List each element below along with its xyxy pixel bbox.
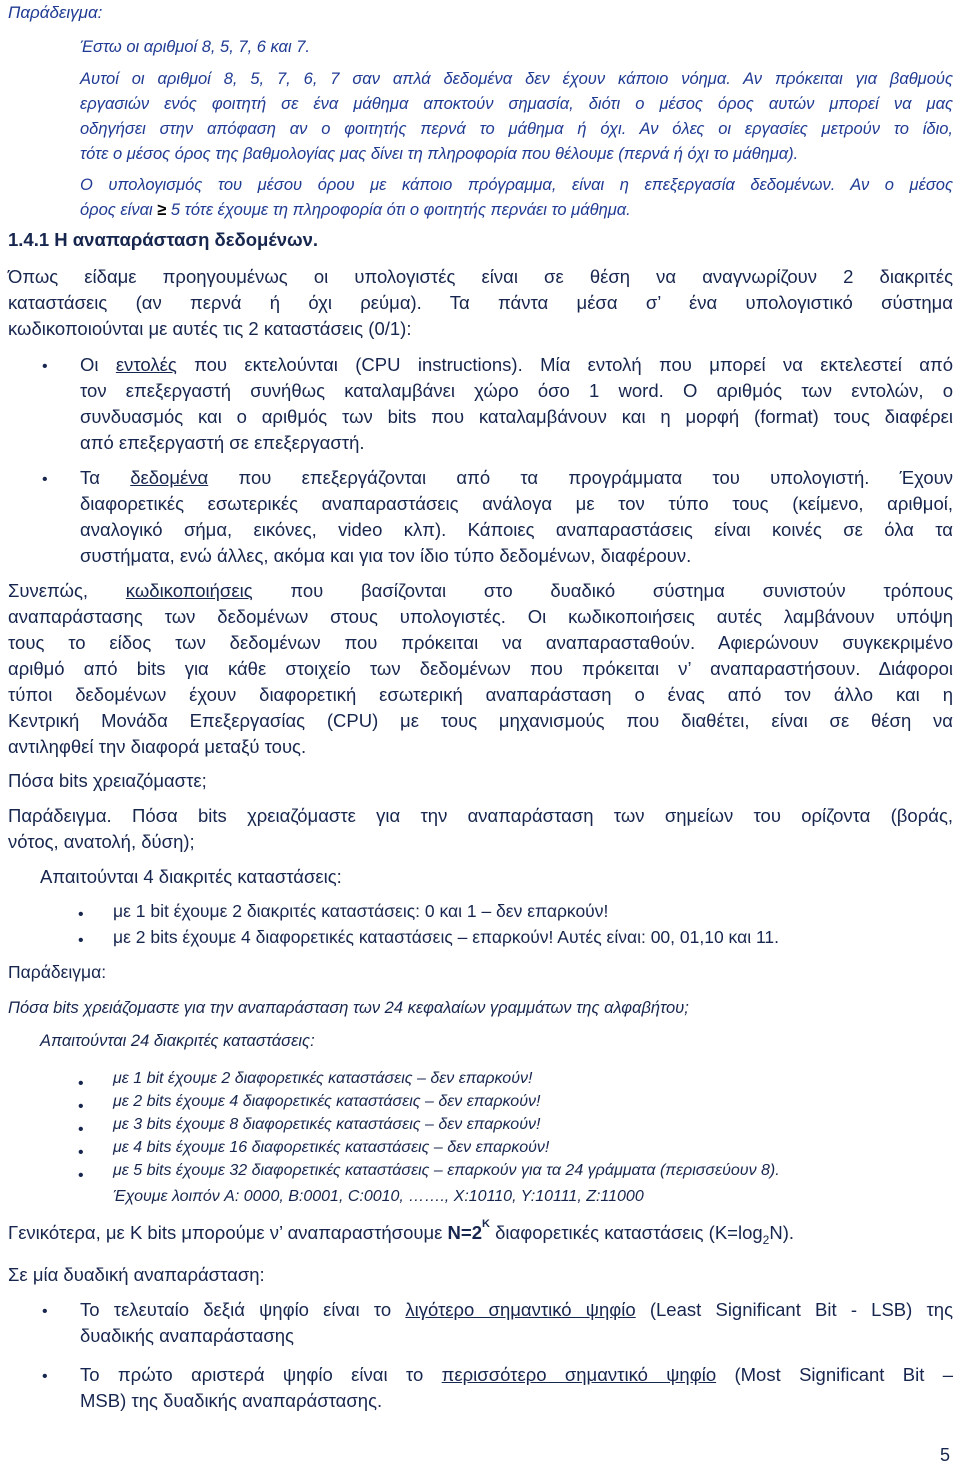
bullet-dot: • (42, 358, 48, 375)
ex3-item: Έχουμε λοιπόν A: 0000, B:0001, C:0010, ……., X:10110, Y:10111, Z:11000 (113, 1188, 644, 1205)
conclusion-pre: Συνεπώς, (8, 580, 89, 601)
bullet2-pre: Τα (80, 467, 100, 488)
lsb-term: λιγότερο σημαντικό ψηφίο (405, 1299, 636, 1320)
conclusion-line (8, 578, 953, 604)
log-base: 2 (762, 1233, 770, 1247)
bullet-dot: • (78, 906, 84, 923)
conclusion-post: που βασίζονται στο δυαδικό σύστημα συνιστούν τρόπους (290, 580, 954, 601)
ex3-label: Παράδειγμα: (8, 962, 107, 982)
bullet-dot: • (78, 1121, 84, 1138)
conclusion-line: αντιληφθεί την διαφορά μεταξύ τους. (8, 736, 307, 757)
general-mid: διαφορετικές καταστάσεις (K=log (495, 1222, 763, 1243)
bullet-dot: • (42, 471, 48, 488)
encodings-term: κωδικοποιήσεις (125, 580, 253, 601)
lsb-line: δυαδικής αναπαράστασης (80, 1325, 294, 1346)
lsb-post: (Least Significant Bit - LSB) της (649, 1299, 954, 1320)
binary-intro: Σε μία δυαδική αναπαράσταση: (8, 1264, 265, 1285)
ex2-label: Παράδειγμα. (8, 805, 112, 826)
conclusion-line: αναπαράστασης των δεδομένων στους υπολογιστές. Οι κωδικοποιήσεις αυτές λαμβάνουν υπόψη (8, 606, 953, 627)
msb-line: MSB) της δυαδικής αναπαράστασης. (80, 1390, 383, 1411)
bullet2-line: συστήματα, ενώ άλλες, ακόμα και για τον ίδιο τύπο δεδομένων, διαφέρουν. (80, 545, 692, 566)
lsb-line (80, 1297, 953, 1323)
ex3-question: Πόσα bits χρειάζομαστε για την αναπαράσταση των 24 κεφαλαίων γραμμάτων της αλφαβήτου; (8, 999, 689, 1017)
ex1-p2-line: Ο υπολογισμός του μέσου όρου με κάποιο πρόγραμμα, είναι η επεξεργασία δεδομένων. Αν ο μέσος (80, 176, 953, 194)
ex1-p2-text: 5 τότε έχουμε τη πληροφορία ότι ο φοιτητής περνάει το μάθημα. (170, 201, 631, 219)
lsb-pre: Το τελευταίο δεξιά ψηφίο είναι το (80, 1299, 392, 1320)
ex1-p2-line (80, 198, 631, 223)
msb-pre: Το πρώτο αριστερά ψηφίο είναι το (80, 1364, 424, 1385)
conclusion-line: Κεντρική Μονάδα Επεξεργασίας (CPU) με τους μηχανισμούς που διαθέτει, είναι σε θέση να (8, 710, 953, 731)
bullet2-post: που επεξεργάζονται από τα προγράμματα του υπολογιστή. Έχουν (238, 467, 954, 488)
ex2-text: Πόσα bits χρειαζόμαστε για την αναπαράσταση των σημείων του ορίζοντα (βοράς, (131, 805, 953, 826)
ex3-item: με 5 bits έχουμε 32 διαφορετικές καταστάσεις – επαρκούν για τα 24 γράμματα (περισσεύουν 8). (113, 1162, 780, 1179)
bullet-dot: • (78, 1167, 84, 1184)
ex2-line: νότος, ανατολή, δύση); (8, 831, 195, 852)
msb-term: περισσότερο σημαντικό ψηφίο (441, 1364, 717, 1385)
ex3-item: με 3 bits έχουμε 8 διαφορετικές καταστάσεις – δεν επαρκούν! (113, 1116, 541, 1133)
ex3-item: με 2 bits έχουμε 4 διαφορετικές καταστάσεις – δεν επαρκούν! (113, 1093, 541, 1110)
msb-post: (Most Significant Bit – (734, 1364, 954, 1385)
instructions-term: εντολές (115, 354, 177, 375)
ex3-item: με 4 bits έχουμε 16 διαφορετικές καταστάσεις – δεν επαρκούν! (113, 1139, 550, 1156)
conclusion-line: αριθμό από bits για κάθε στοιχείο των δεδομένων που πρόκειται ν’ αναπαραστήσουν. Διάφοροι (8, 658, 953, 679)
ex3-item: με 1 bit έχουμε 2 διαφορετικές καταστάσεις – δεν επαρκούν! (113, 1070, 533, 1087)
general-end: N). (769, 1222, 795, 1243)
page-number: 5 (940, 1445, 951, 1465)
ex2-item: με 2 bits έχουμε 4 διαφορετικές καταστάσεις – επαρκούν! Αυτές είναι: 00, 01,10 και 11. (113, 927, 779, 947)
ex2-requires: Απαιτούνται 4 διακριτές καταστάσεις: (40, 866, 342, 887)
bits-question: Πόσα bits χρειαζόμαστε; (8, 770, 207, 791)
bullet1-line: τον επεξεργαστή συνήθως καταλαμβάνει χώρο όσο 1 word. Ο αριθμός των εντολών, ο (80, 380, 953, 401)
bullet1-line (80, 352, 953, 378)
formula-n (447, 1218, 490, 1243)
bullet1-line: από επεξεργαστή σε επεξεργαστή. (80, 432, 365, 453)
intro-line: Όπως είδαμε προηγουμένως οι υπολογιστές είναι σε θέση να αναγνωρίζουν 2 διακριτές (8, 266, 953, 287)
bullet1-post: που εκτελούνται (CPU instructions). Μία εντολή που μπορεί να εκτελεστεί από (194, 354, 953, 375)
ex1-line: Αυτοί οι αριθμοί 8, 5, 7, 6, 7 σαν απλά δεδομένα δεν έχουν κάποιο νόημα. Αν πρόκειται για βαθμούς (80, 70, 953, 88)
ex1-line: οδηγήσει στην απόφαση αν ο φοιτητής περνά το μάθημα ή όχι. Αν όλες οι εργασίες μετρούν το ίδιο, (80, 120, 953, 138)
ex1-p2-text: όρος είναι (80, 201, 153, 219)
bullet-dot: • (42, 1303, 48, 1320)
formula-exponent: K (482, 1218, 490, 1230)
conclusion-line: τύποι δεδομένων έχουν διαφορετική εσωτερική αναπαράσταση ο ένας από τον άλλο και η (8, 684, 953, 705)
example-header: Παράδειγμα: (8, 3, 103, 22)
bullet1-pre: Οι (80, 354, 99, 375)
ex1-line: τότε ο μέσος όρος της βαθμολογίας μας δίνει τη πληροφορία που θέλουμε (περνά ή όχι το μάθημα). (80, 145, 799, 163)
formula-n-eq: N=2 (447, 1222, 482, 1243)
general-pre: Γενικότερα, με K bits μπορούμε ν’ αναπαραστήσουμε (8, 1222, 443, 1243)
general-line (8, 1218, 795, 1247)
msb-line (80, 1362, 953, 1388)
bullet2-line: αναλογικό σήμα, εικόνες, video κλπ). Κάποιες αναπαραστάσεις είναι κοινές σε όλα τα (80, 519, 953, 540)
bullet-dot: • (78, 1098, 84, 1115)
bullet-dot: • (78, 1144, 84, 1161)
bullet1-line: συνδυασμός και ο αριθμός των bits που καταλαμβάνουν και η μορφή (format) τους διαφέρει (80, 406, 953, 427)
ex3-requires: Απαιτούνται 24 διακριτές καταστάσεις: (40, 1032, 315, 1050)
greater-equal-symbol: ≥ (157, 201, 167, 219)
bullet-dot: • (78, 932, 84, 949)
section-heading: 1.4.1 Η αναπαράσταση δεδομένων. (8, 229, 319, 250)
numbers-line: Έστω οι αριθμοί 8, 5, 7, 6 και 7. (80, 38, 310, 56)
intro-line: καταστάσεις (αν περνά ή όχι ρεύμα). Τα πάντα μέσα σ’ ένα υπολογιστικό σύστημα (8, 292, 953, 313)
bullet2-line: διαφορετικές εσωτερικές αναπαραστάσεις ανάλογα με τον τύπο τους (κείμενο, αριθμοί, (80, 493, 953, 514)
bullet2-line (80, 465, 953, 491)
bullet-dot: • (78, 1075, 84, 1092)
bullet-dot: • (42, 1368, 48, 1385)
conclusion-line: τους το είδος των δεδομένων που πρόκειται να αναπαρασταθούν. Αφιερώνουν συγκεκριμένο (8, 632, 953, 653)
data-term: δεδομένα (130, 467, 209, 488)
ex2-line (8, 803, 953, 829)
intro-line: κωδικοποιούνται με αυτές τις 2 καταστάσεις (0/1): (8, 318, 412, 339)
ex1-line: εργασιών ενός φοιτητή σε ένα μάθημα αποκτούν σημασία, διότι ο μέσος όρος αυτών μπορεί να μας (80, 95, 953, 113)
ex2-item: με 1 bit έχουμε 2 διακριτές καταστάσεις: 0 και 1 – δεν επαρκούν! (113, 901, 609, 921)
